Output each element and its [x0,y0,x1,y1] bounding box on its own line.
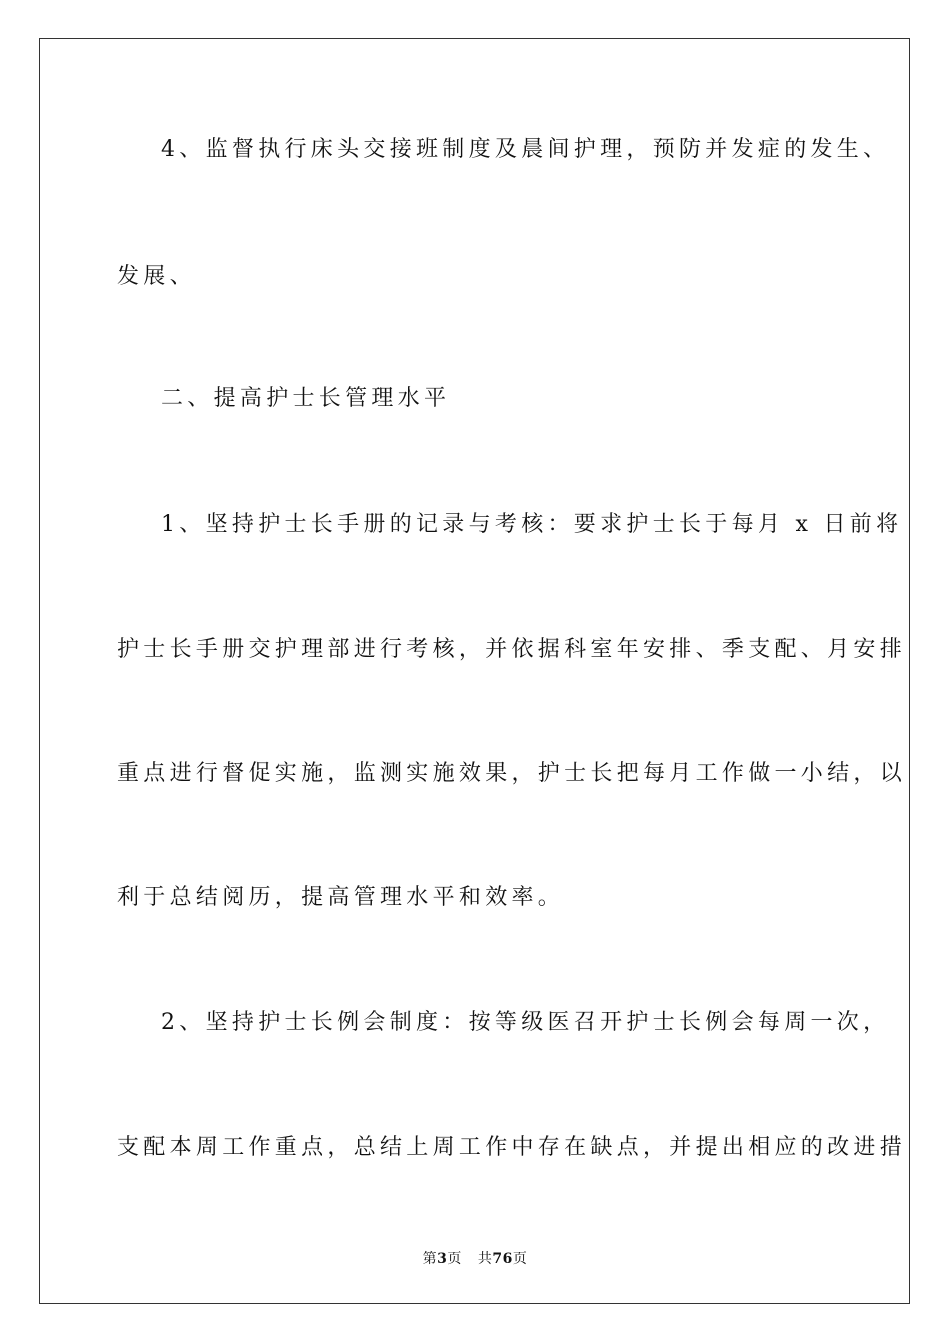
total-pages: 76 [492,1251,513,1267]
section-heading: 二、提高护士长管理水平 [161,386,451,411]
page-footer [0,1248,950,1268]
page-suffix: 页 [447,1251,462,1267]
page-border [39,38,910,1304]
paragraph-line: 1、坚持护士长手册的记录与考核：要求护士长于每月 x 日前将 [161,512,903,537]
paragraph-line: 护士长手册交护理部进行考核，并依据科室年安排、季支配、月安排 [117,637,907,662]
total-prefix: 共 [477,1251,493,1267]
paragraph-line: 发展、 [117,264,196,289]
total-suffix: 页 [512,1251,528,1267]
paragraph-line: 4、监督执行床头交接班制度及晨间护理，预防并发症的发生、 [161,137,890,162]
paragraph-line: 支配本周工作重点，总结上周工作中存在缺点，并提出相应的改进措 [117,1135,907,1160]
paragraph-line: 利于总结阅历，提高管理水平和效率。 [117,885,565,910]
paragraph-line: 2、坚持护士长例会制度：按等级医召开护士长例会每周一次， [161,1010,890,1035]
paragraph-line: 重点进行督促实施，监测实施效果，护士长把每月工作做一小结，以 [117,761,907,786]
page-prefix: 第 [422,1251,438,1267]
page-number: 3 [437,1251,448,1267]
